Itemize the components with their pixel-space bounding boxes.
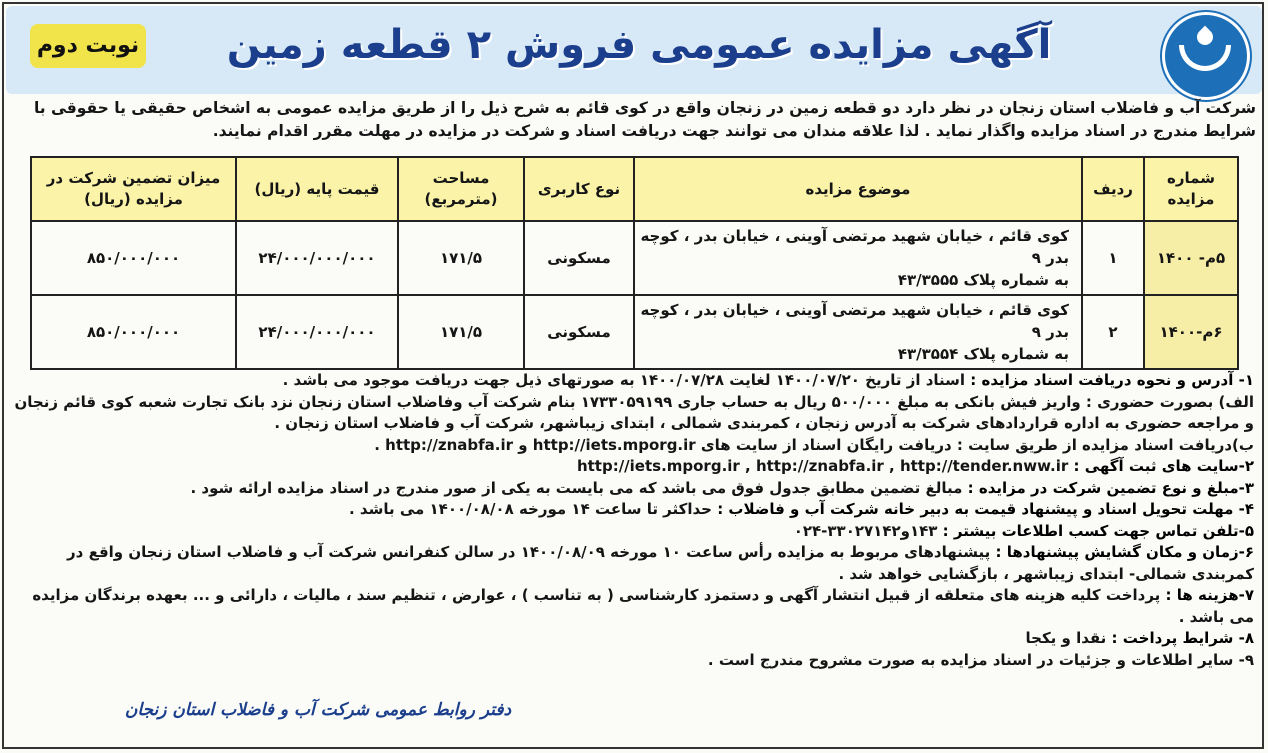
- condition-item-1b: ب)دریافت اسناد مزایده از طریق سایت : دریافت رایگان اسناد از سایت های http://iets.mporg.ir و http://znabfa.ir .: [374, 435, 1254, 454]
- cell-subject: [634, 295, 1082, 369]
- header-banner: [6, 6, 1262, 94]
- water-drop-icon: [1162, 12, 1250, 100]
- condition-label: ۵-تلفن تماس جهت کسب اطلاعات بیشتر :: [942, 521, 1254, 540]
- header-row: ردیف: [1082, 157, 1144, 221]
- cell-base-price: ۲۴/۰۰۰/۰۰۰/۰۰۰: [236, 295, 398, 369]
- intro-paragraph: شرکت آب و فاضلاب استان زنجان در نظر دارد دو قطعه زمین در زنجان واقع در کوی قائم به شرح ذیل را از طریق مزایده عمومی به اشخاص حقیقی یا حقوقی با شرایط مندرج در اسناد مزایده واگذار نماید . لذا علاقه مندان می توانند جهت دریافت اسناد و شرکت در مزایده در مهلت مقرر اقدام نمایند.: [33, 99, 1256, 140]
- header-guarantee: میزان تضمین شرکت در مزایده (ریال): [31, 157, 236, 221]
- header-base-price: قیمت پایه (ریال): [236, 157, 398, 221]
- condition-text: نقدا و یکجا: [1025, 629, 1112, 647]
- subject-line-1: کوی قائم ، خیابان شهید مرتضی آوینی ، خیابان بدر ، کوچه بدر ۹: [640, 227, 1069, 267]
- condition-item-1: [12, 370, 1254, 392]
- subject-line-1: کوی قائم ، خیابان شهید مرتضی آوینی ، خیابان بدر ، کوچه بدر ۹: [640, 301, 1069, 341]
- condition-item-1a: الف) بصورت حضوری : واریز فیش بانکی به مبلغ ۵۰۰/۰۰۰ ریال به حساب جاری ۱۷۳۳۰۵۹۱۹۹ بنام شرکت آب وفاضلاب استان زنجان نزد بانک تجارت شعبه کوی قائم زنجان و مراجعه حضوری به اداره قراردادهای شرکت به آدرس زنجان ، کمربندی شمالی ، ابتدای زیباشهر، شرکت آب و فاضلاب استان زنجان .: [14, 392, 1254, 432]
- cell-auction-no: ۶م-۱۴۰۰: [1144, 295, 1238, 369]
- condition-label: ۶-زمان و مکان گشایش پیشنهادها :: [995, 543, 1254, 561]
- cell-usage: مسکونی: [524, 295, 634, 369]
- cell-area: ۱۷۱/۵: [398, 221, 524, 295]
- cell-usage: مسکونی: [524, 221, 634, 295]
- condition-item-5: [12, 521, 1254, 543]
- condition-label: ۷-هزینه ها :: [1165, 586, 1254, 604]
- condition-label: ۲-سایت های ثبت آگهی :: [1073, 457, 1254, 475]
- condition-text: پرداخت کلیه هزینه های متعلقه از قبیل انتشار آگهی و دستمزد کارشناسی ( به تناسب ) ، عوارض ، تنظیم سند ، مالیات ، دارائی و ... بعهده برندگان مزایده می باشد .: [32, 586, 1254, 626]
- condition-text: مبالغ تضمین مطابق جدول فوق می باشد که می بایست به یکی از صور مندرج در اسناد مزایده ارائه شود .: [190, 478, 968, 497]
- condition-text: پیشنهادهای مربوط به مزایده رأس ساعت ۱۰ مورخه ۱۴۰۰/۰۸/۰۹ در سالن کنفرانس شرکت آب و فاضلاب استان زنجان واقع در کمربندی شمالی- ابتدای زیباشهر ، بازگشایی خواهد شد .: [67, 543, 1254, 583]
- cell-row: ۲: [1082, 295, 1144, 369]
- page-title: آگهی مزایده عمومی فروش ۲ قطعه زمین: [226, 22, 1052, 68]
- condition-text: http://iets.mporg.ir , http://znabfa.ir , http://tender.nww.ir: [576, 457, 1074, 475]
- cell-area: ۱۷۱/۵: [398, 295, 524, 369]
- condition-text: ۱۴۳و۳۳۰۲۷۱۴۲-۰۲۴: [793, 521, 943, 540]
- condition-text: حداکثر تا ساعت ۱۴ مورخه ۱۴۰۰/۰۸/۰۸ می باشد .: [349, 500, 718, 518]
- conditions-list: [12, 370, 1254, 671]
- table-row: [31, 295, 1238, 369]
- condition-item-8: [12, 628, 1254, 650]
- header-usage: نوع کاربری: [524, 157, 634, 221]
- header-area: مساحت (مترمربع): [398, 157, 524, 221]
- condition-item-7: [12, 585, 1254, 628]
- condition-item-4: [12, 499, 1254, 521]
- condition-label: ۴- مهلت تحویل اسناد و پیشنهاد قیمت به دبیر خانه شرکت آب و فاضلاب :: [717, 500, 1254, 518]
- cell-base-price: ۲۴/۰۰۰/۰۰۰/۰۰۰: [236, 221, 398, 295]
- header-auction-no: شماره مزایده: [1144, 157, 1238, 221]
- table-header-row: [31, 157, 1238, 221]
- condition-label: ۸- شرایط پرداخت :: [1111, 629, 1254, 647]
- condition-item-3: [12, 478, 1254, 500]
- condition-item-2: [12, 456, 1254, 478]
- condition-label: ۳-مبلغ و نوع تضمین شرکت در مزایده :: [967, 478, 1254, 497]
- condition-item-6: [12, 542, 1254, 585]
- subject-line-2: به شماره پلاک ۴۳/۳۵۵۴: [897, 345, 1069, 363]
- cell-subject: [634, 221, 1082, 295]
- condition-text: اسناد از تاریخ ۱۴۰۰/۰۷/۲۰ لغایت ۱۴۰۰/۰۷/۲۸ به صورتهای ذیل جهت دریافت موجود می باشد .: [282, 371, 971, 389]
- round-badge: نوبت دوم: [30, 24, 146, 68]
- subject-line-2: به شماره پلاک ۴۳/۳۵۵۵: [897, 271, 1069, 289]
- auction-table: [30, 156, 1239, 370]
- cell-auction-no: ۵م- ۱۴۰۰: [1144, 221, 1238, 295]
- header-subject: موضوع مزایده: [634, 157, 1082, 221]
- cell-row: ۱: [1082, 221, 1144, 295]
- table-row: [31, 221, 1238, 295]
- cell-guarantee: ۸۵۰/۰۰۰/۰۰۰: [31, 221, 236, 295]
- condition-label: ۱- آدرس و نحوه دریافت اسناد مزایده :: [970, 371, 1254, 389]
- cell-guarantee: ۸۵۰/۰۰۰/۰۰۰: [31, 295, 236, 369]
- condition-item-9: ۹- سایر اطلاعات و جزئیات در اسناد مزایده به صورت مشروح مندرج است .: [707, 650, 1254, 669]
- footer-signature: دفتر روابط عمومی شرکت آب و فاضلاب استان زنجان: [124, 700, 512, 720]
